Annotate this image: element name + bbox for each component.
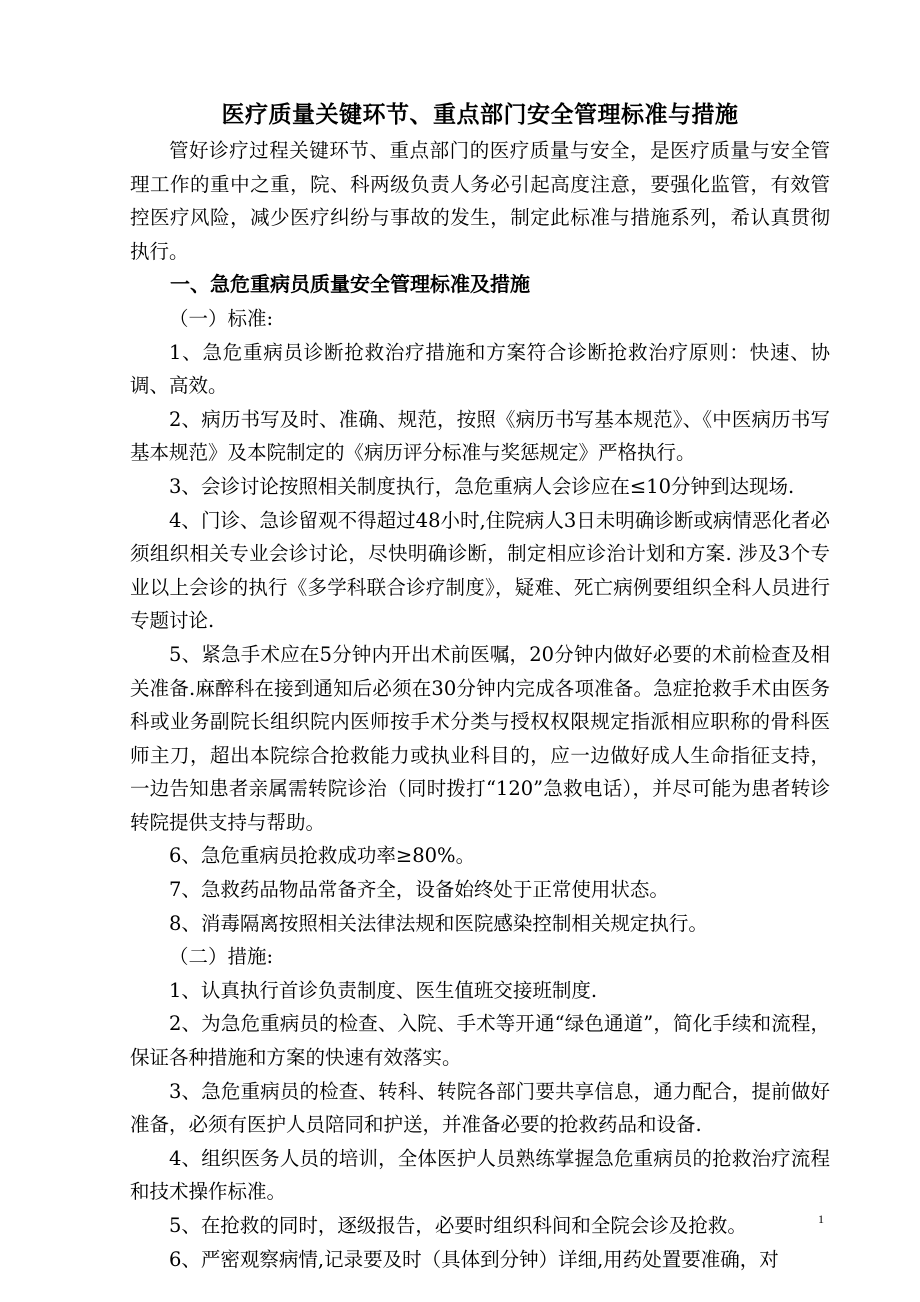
intro-paragraph: 管好诊疗过程关键环节、重点部门的医疗质量与安全，是医疗质量与安全管理工作的重中之重，院、科两级负责人务必引起高度注意，要强化监管，有效管控医疗风险，减少医疗纠纷与事故的发生，制定此标准与措施系列，希认真贯彻执行。 xyxy=(130,139,830,263)
measure-item: 6、严密观察病情,记录要及时（具体到分钟）详细,用药处置要准确，对 xyxy=(169,1247,779,1271)
measure-item: 4、组织医务人员的培训，全体医护人员熟练掌握急危重病员的抢救治疗流程和技术操作标准。 xyxy=(130,1146,830,1204)
standards-label: （一）标准: xyxy=(169,306,274,330)
measure-item: 2、为急危重病员的检查、入院、手术等开通“绿色通道”，简化手续和流程，保证各种措施和方案的快速有效落实。 xyxy=(130,1012,830,1070)
standard-item: 5、紧急手术应在5分钟内开出术前医嘱，20分钟内做好必要的术前检查及相关准备.麻醉科在接到通知后必须在30分钟内完成各项准备。急症抢救手术由医务科或业务副院长组织院内医师按手术分类与授权权限规定指派相应职称的骨科医师主刀，超出本院综合抢救能力或执业科目的，应一边做好成人生命指征支持，一边告知患者亲属需转院诊治（同时拨打“120”急救电话），并尽可能为患者转诊转院提供支持与帮助。 xyxy=(130,642,830,834)
measure-item: 3、急危重病员的检查、转科、转院各部门要共享信息，通力配合，提前做好准备，必须有医护人员陪同和护送，并准备必要的抢救药品和设备. xyxy=(130,1079,830,1137)
standard-item: 2、病历书写及时、准确、规范，按照《病历书写基本规范》、《中医病历书写基本规范》及本院制定的《病历评分标准与奖惩规定》严格执行。 xyxy=(130,407,830,465)
standard-item: 4、门诊、急诊留观不得超过48小时,住院病人3日未明确诊断或病情恶化者必须组织相关专业会诊讨论，尽快明确诊断，制定相应诊治计划和方案. 涉及3个专业以上会诊的执行《多学科联合诊疗制度》，疑难、死亡病例要组织全科人员进行专题讨论. xyxy=(130,508,830,633)
standard-item: 7、急救药品物品常备齐全，设备始终处于正常使用状态。 xyxy=(169,878,669,902)
measures-list xyxy=(130,974,830,1276)
standard-item: 3、会诊讨论按照相关制度执行，急危重病人会诊应在≤10分钟到达现场. xyxy=(169,474,795,498)
measure-item: 1、认真执行首诊负责制度、医生值班交接班制度. xyxy=(169,978,598,1002)
section-heading: 一、急危重病员质量安全管理标准及措施 xyxy=(170,272,530,297)
standard-item: 6、急危重病员抢救成功率≥80%。 xyxy=(169,844,476,868)
standard-item: 8、消毒隔离按照相关法律法规和医院感染控制相关规定执行。 xyxy=(169,911,708,935)
standards-list xyxy=(130,336,830,941)
page-number: 1 xyxy=(818,1212,824,1226)
measure-item: 5、在抢救的同时，逐级报告，必要时组织科间和全院会诊及抢救。 xyxy=(169,1214,747,1237)
standard-item: 1、急危重病员诊断抢救治疗措施和方案符合诊断抢救治疗原则：快速、协调、高效。 xyxy=(130,340,830,398)
document-title: 医疗质量关键环节、重点部门安全管理标准与措施 xyxy=(221,101,739,128)
measures-label: （二）措施: xyxy=(169,945,274,969)
document-body xyxy=(130,100,830,1276)
